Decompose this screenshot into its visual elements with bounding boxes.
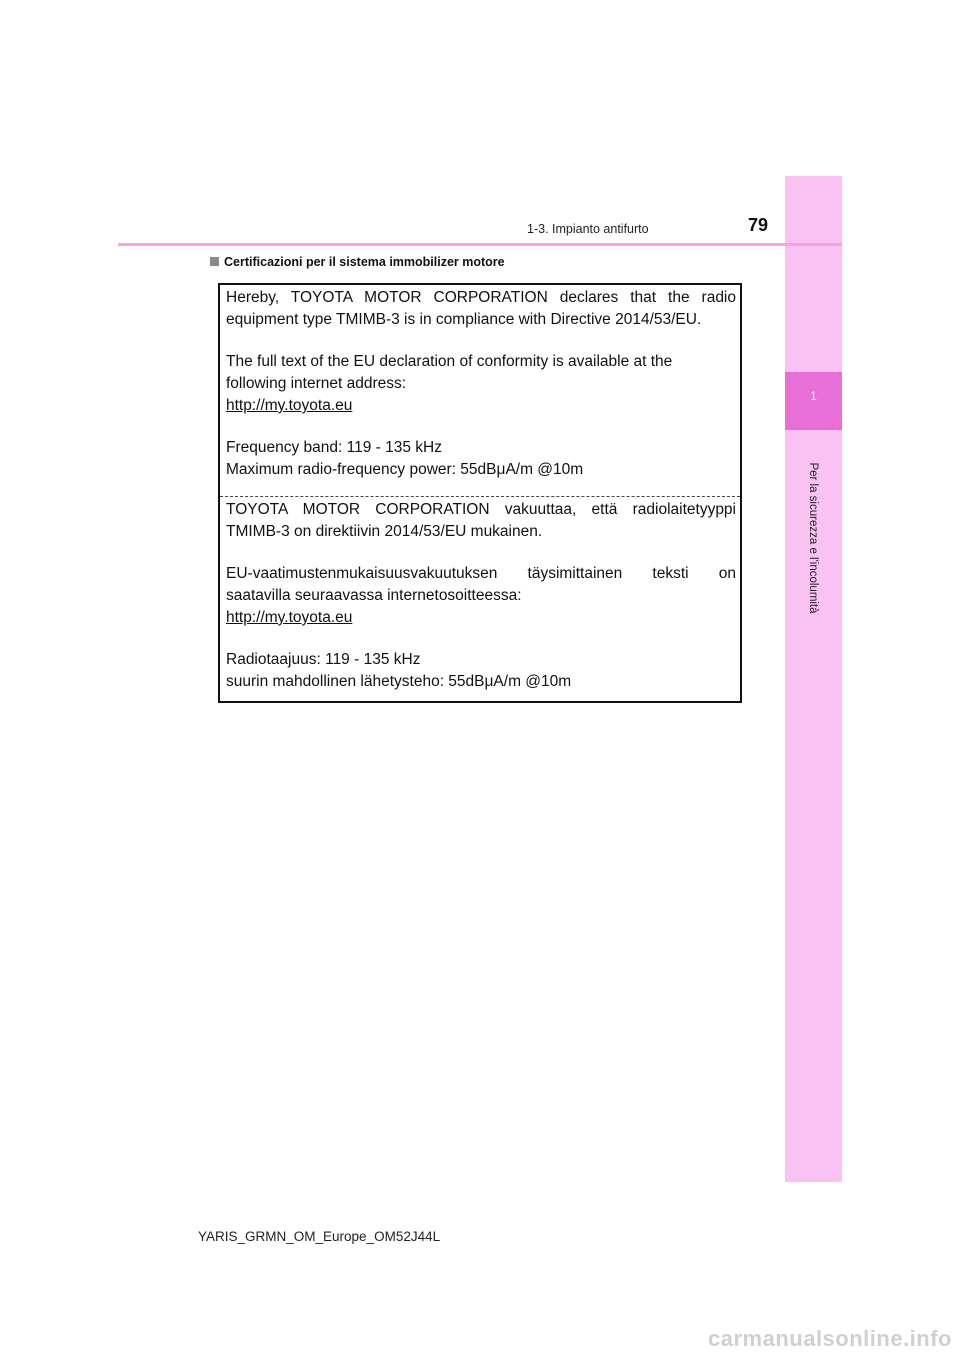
declaration-line-fi-2: TMIMB-3 on direktiivin 2014/53/EU mukainen. xyxy=(226,523,543,540)
header-rule xyxy=(118,243,842,246)
conformity-line-en-1: The full text of the EU declaration of conformity is available at the xyxy=(226,353,673,370)
frequency-band-fi: Radiotaajuus: 119 - 135 kHz xyxy=(226,651,421,668)
conformity-line-en-2: following internet address: xyxy=(226,375,407,392)
declaration-line-en-1: Hereby, TOYOTA MOTOR CORPORATION declares that the radio xyxy=(226,289,736,306)
declaration-line-fi-1: TOYOTA MOTOR CORPORATION vakuuttaa, että radiolaitetyyppi xyxy=(226,501,736,518)
section-title: 1-3. Impianto antifurto xyxy=(527,222,649,236)
certificate-finnish xyxy=(226,499,736,693)
link-fi-text[interactable]: http://my.toyota.eu xyxy=(226,609,353,626)
link-fi[interactable] xyxy=(226,607,736,629)
certificate-box xyxy=(218,283,742,703)
link-en-text[interactable]: http://my.toyota.eu xyxy=(226,397,353,414)
frequency-band-en: Frequency band: 119 - 135 kHz xyxy=(226,439,442,456)
certificate-english xyxy=(226,287,736,481)
subheading xyxy=(210,255,505,269)
chapter-side-tab xyxy=(785,176,842,1182)
declaration-line-en-2: equipment type TMIMB-3 is in compliance with Directive 2014/53/EU. xyxy=(226,311,702,328)
chapter-title: Per la sicurezza e l'incolumità xyxy=(807,462,819,614)
max-power-fi: suurin mahdollinen lähetysteho: 55dBμA/m @10m xyxy=(226,673,572,690)
document-footer: YARIS_GRMN_OM_Europe_OM52J44L xyxy=(198,1229,441,1244)
max-power-en: Maximum radio-frequency power: 55dBμA/m @10m xyxy=(226,461,584,478)
subheading-text: Certificazioni per il sistema immobilizer motore xyxy=(224,255,505,269)
conformity-line-fi-1: EU-vaatimustenmukaisuusvakuutuksen täysimittainen teksti on xyxy=(226,565,736,582)
page-number: 79 xyxy=(748,215,769,235)
conformity-line-fi-2: saatavilla seuraavassa internetosoitteessa: xyxy=(226,587,522,604)
chapter-number: 1 xyxy=(810,389,817,403)
link-en[interactable] xyxy=(226,395,736,417)
language-divider xyxy=(220,496,740,497)
watermark: carmanualsonline.info xyxy=(708,1326,952,1351)
square-bullet-icon xyxy=(210,257,219,266)
